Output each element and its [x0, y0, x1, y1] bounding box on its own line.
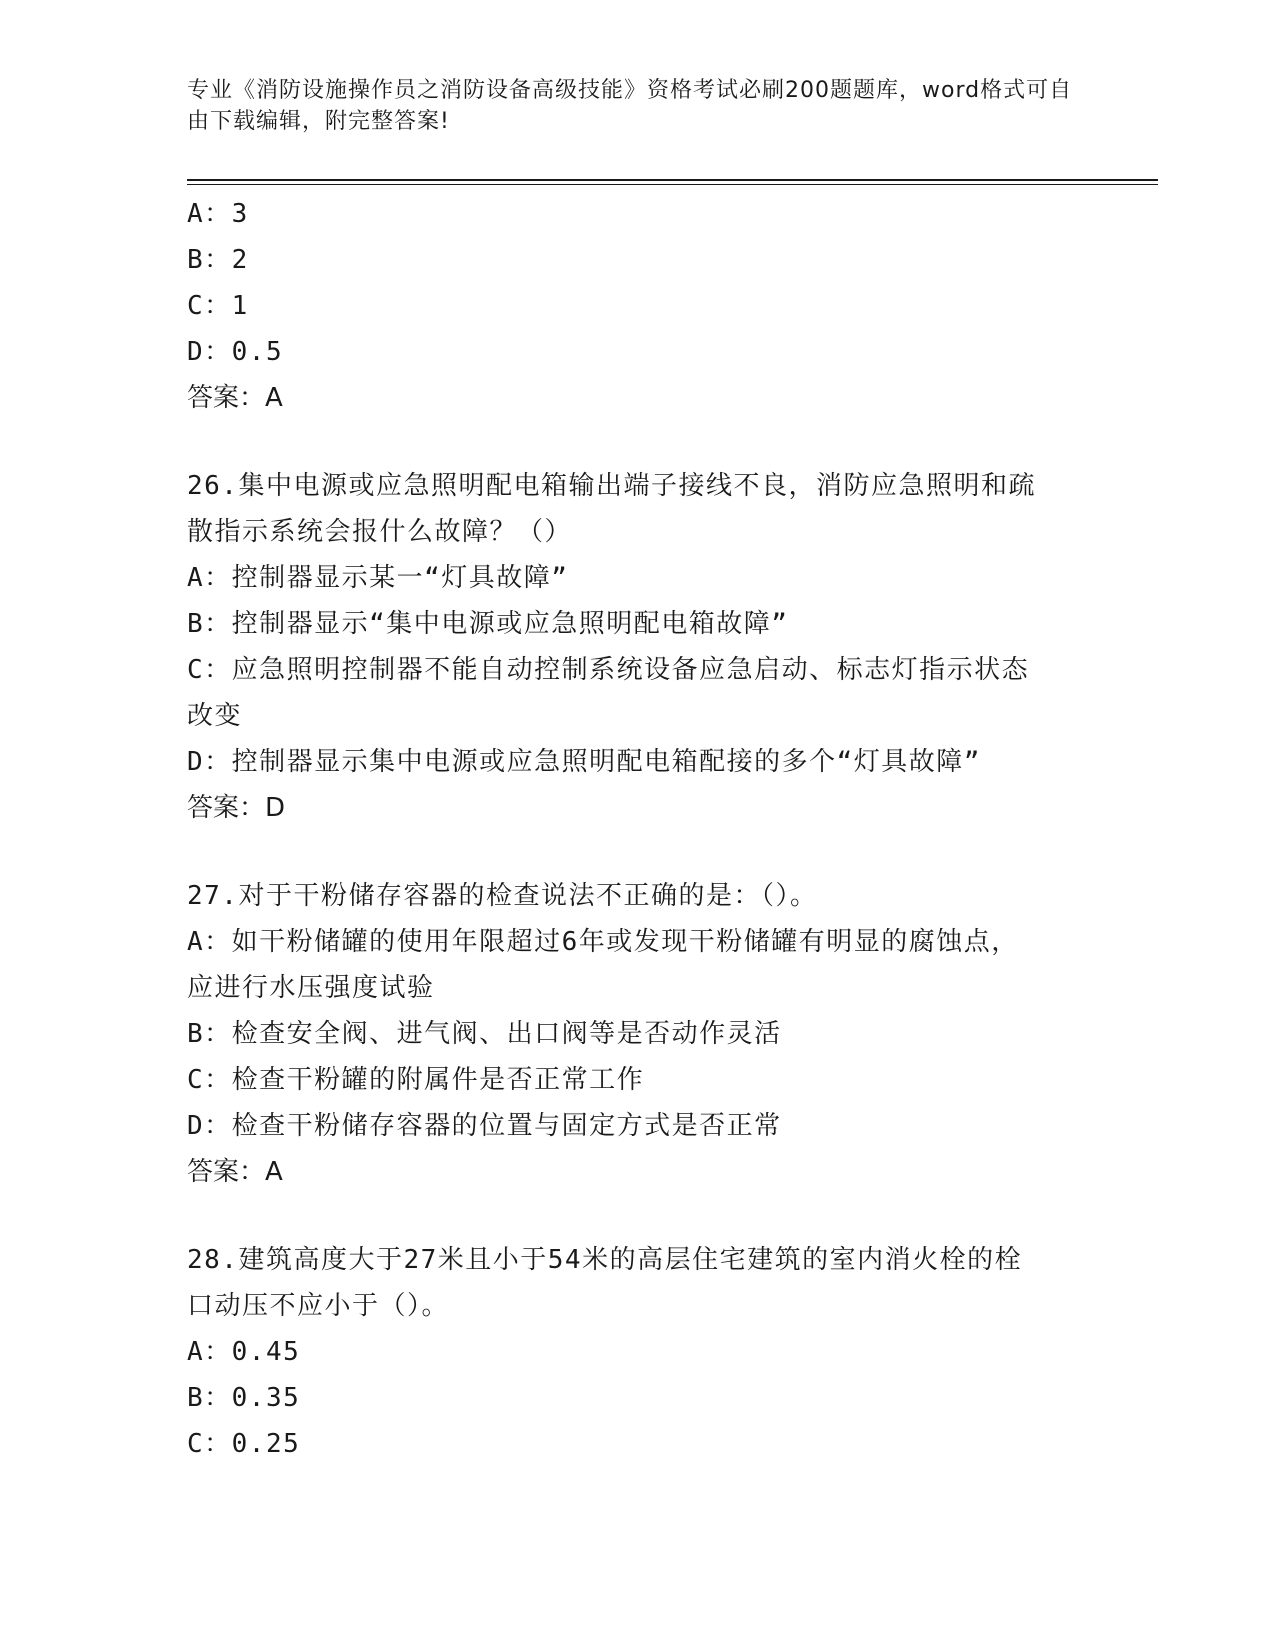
question-stem: 26.集中电源或应急照明配电箱输出端子接线不良，消防应急照明和疏 — [187, 471, 1036, 501]
option-c: C：应急照明控制器不能自动控制系统设备应急启动、标志灯指示状态 — [187, 655, 1030, 685]
option-c-continued: 改变 — [187, 701, 243, 731]
header-divider-thick — [187, 179, 1158, 181]
option-b: B：2 — [187, 245, 249, 275]
question-27-block — [187, 873, 1087, 1195]
option-b: B：控制器显示“集中电源或应急照明配电箱故障” — [187, 609, 789, 639]
question-stem: 28.建筑高度大于27米且小于54米的高层住宅建筑的室内消火栓的栓 — [187, 1245, 1023, 1275]
document-header: 专业《消防设施操作员之消防设备高级技能》资格考试必刷200题题库，word格式可自由下载编辑，附完整答案! — [187, 78, 1073, 134]
answer-line: 答案：D — [187, 793, 286, 823]
option-d: D：检查干粉储存容器的位置与固定方式是否正常 — [187, 1111, 782, 1141]
question-26-block — [187, 463, 1087, 831]
question-stem: 27.对于干粉储存容器的检查说法不正确的是：（）。 — [187, 881, 818, 911]
option-b: B：检查安全阀、进气阀、出口阀等是否动作灵活 — [187, 1019, 782, 1049]
answer-line: 答案：A — [187, 383, 283, 413]
prev-question-block — [187, 191, 1087, 421]
question-28-block — [187, 1237, 1087, 1467]
question-stem: 散指示系统会报什么故障？（） — [187, 517, 573, 547]
option-a: A：3 — [187, 199, 249, 229]
option-a: A：0.45 — [187, 1337, 301, 1367]
answer-line: 答案：A — [187, 1157, 283, 1187]
option-d: D：控制器显示集中电源或应急照明配电箱配接的多个“灯具故障” — [187, 747, 981, 777]
option-c: C：检查干粉罐的附属件是否正常工作 — [187, 1065, 645, 1095]
option-a: A：控制器显示某一“灯具故障” — [187, 563, 569, 593]
question-stem: 口动压不应小于（）。 — [187, 1291, 450, 1321]
option-a-continued: 应进行水压强度试验 — [187, 973, 435, 1003]
option-c: C：0.25 — [187, 1429, 301, 1459]
option-c: C：1 — [187, 291, 249, 321]
option-d: D：0.5 — [187, 337, 284, 367]
header-divider-thin — [187, 184, 1158, 185]
option-b: B：0.35 — [187, 1383, 301, 1413]
document-body — [187, 191, 1087, 1467]
option-a: A：如干粉储罐的使用年限超过6年或发现干粉储罐有明显的腐蚀点， — [187, 927, 1019, 957]
